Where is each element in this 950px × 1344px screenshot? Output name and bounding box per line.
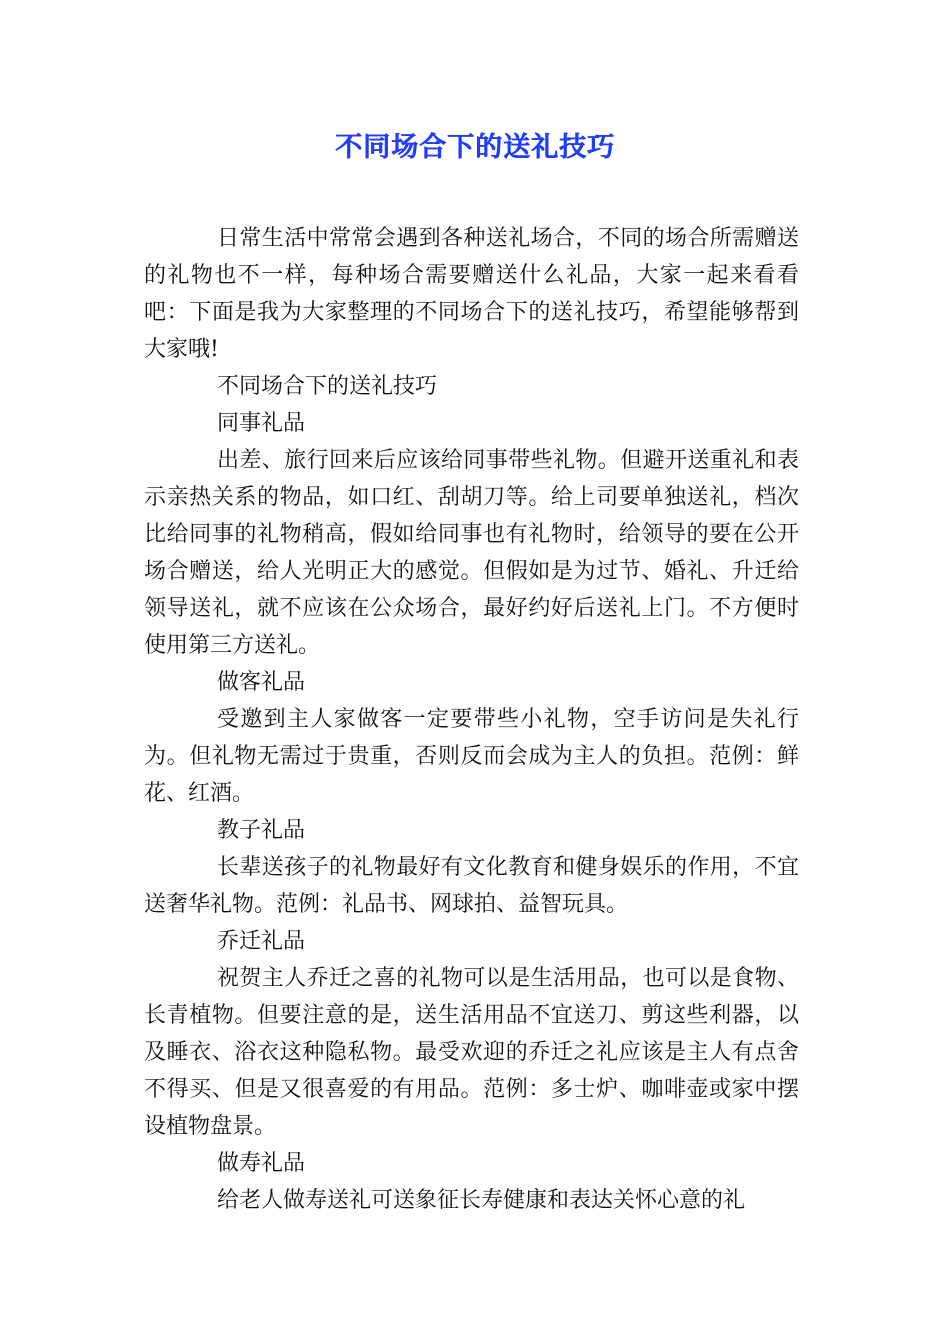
section-heading-birthday-gifts: 做寿礼品 — [217, 1151, 306, 1176]
section-heading-colleague-gifts: 同事礼品 — [217, 411, 306, 436]
colleague-gifts-paragraph: 出差、旅行回来后应该给同事带些礼物。但避开送重礼和表示亲热关系的物品，如口红、刮胡刀等。给上司要单独送礼，档次比给同事的礼物稍高，假如给同事也有礼物时，给领导的要在公开场合赠送，给人光明正大的感觉。但假如是为过节、婚礼、升迁给领导送礼，就不应该在公众场合，最好约好后送礼上门。不方便时使用第三方送礼。 — [144, 448, 799, 658]
document-body — [144, 220, 799, 1219]
section-heading-children-gifts: 教子礼品 — [217, 818, 306, 843]
section-heading-housewarming-gifts: 乔迁礼品 — [217, 929, 306, 954]
birthday-gifts-paragraph: 给老人做寿送礼可送象征长寿健康和表达关怀心意的礼 — [217, 1188, 746, 1213]
housewarming-gifts-paragraph: 祝贺主人乔迁之喜的礼物可以是生活用品，也可以是食物、长青植物。但要注意的是，送生活用品不宜送刀、剪这些利器，以及睡衣、浴衣这种隐私物。最受欢迎的乔迁之礼应该是主人有点舍不得买、但是又很喜爱的有用品。范例：多士炉、咖啡壶或家中摆设植物盘景。 — [144, 966, 799, 1139]
document-title: 不同场合下的送礼技巧 — [335, 132, 615, 163]
section-heading-main: 不同场合下的送礼技巧 — [217, 374, 438, 399]
section-heading-guest-gifts: 做客礼品 — [217, 670, 306, 695]
intro-paragraph: 日常生活中常常会遇到各种送礼场合，不同的场合所需赠送的礼物也不一样，每种场合需要赠送什么礼品，大家一起来看看吧：下面是我为大家整理的不同场合下的送礼技巧，希望能够帮到大家哦! — [144, 226, 799, 362]
children-gifts-paragraph: 长辈送孩子的礼物最好有文化教育和健身娱乐的作用，不宜送奢华礼物。范例：礼品书、网球拍、益智玩具。 — [144, 855, 799, 917]
guest-gifts-paragraph: 受邀到主人家做客一定要带些小礼物，空手访问是失礼行为。但礼物无需过于贵重，否则反而会成为主人的负担。范例：鲜花、红酒。 — [144, 707, 799, 806]
